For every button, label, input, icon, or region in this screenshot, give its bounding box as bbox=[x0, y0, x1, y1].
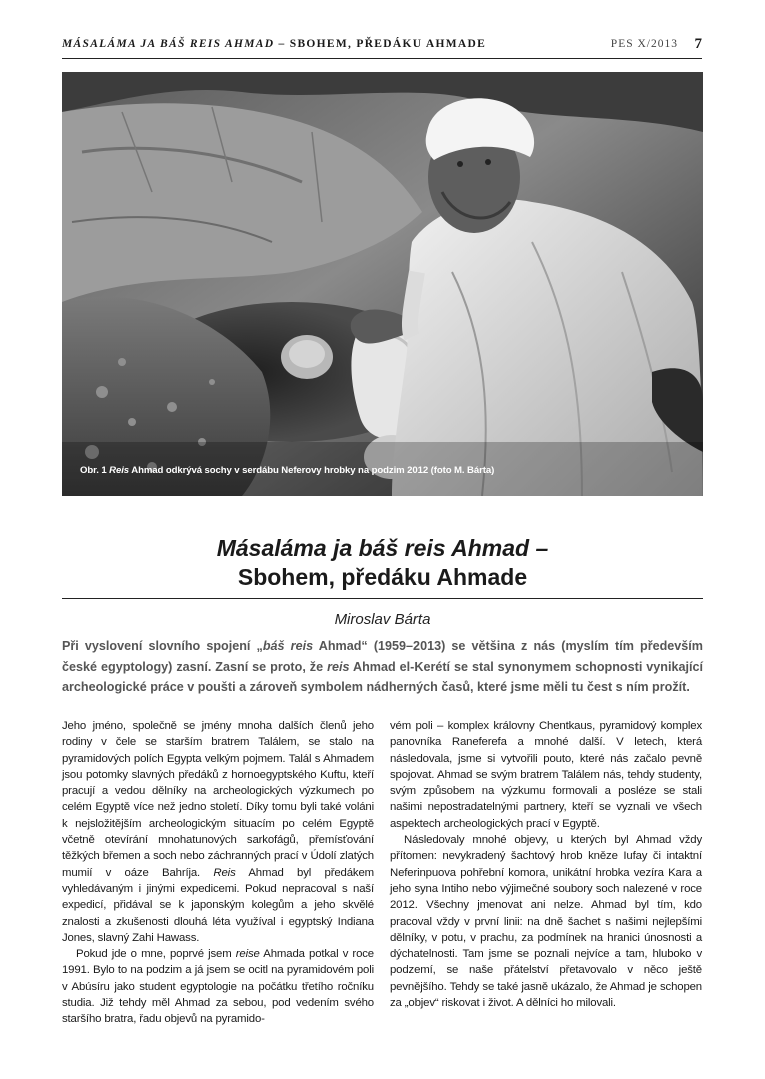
author-name: Miroslav Bárta bbox=[334, 611, 431, 628]
photo-illustration bbox=[62, 72, 703, 496]
paragraph-text: Ahmada potkal v roce 1991. Bylo to na podzim a já jsem se ocitl na pyramidovém poli v Abúsíru jako student egyptologie na počátku třetího ročníku studia. Již tehdy měl Ahmad za sebou, pod vedením svého staršího bratra, řadu objevů na pyramido- bbox=[62, 948, 374, 1026]
paragraph bbox=[62, 718, 374, 946]
abstract-italic-1: báš reis bbox=[262, 639, 314, 653]
paragraph: vém poli – komplex královny Chentkaus, pyramidový komplex panovníka Raneferefa a mnohé další. V letech, která následovala, jsme si vytvořili pouto, které nás začalo pevně spojovat. Ahmad se svým bratrem Találem nás, tehdy studenty, svým způsobem na výzkumu formovali a posléze se stali našimi nepostradatelnými partnery, kteří se vyznali ve všech aspektech archeologických prací v Egyptě. bbox=[390, 720, 702, 830]
paragraph-text: Ahmad byl předákem vyhledávaným i jinými expedicemi. Pokud nepracoval s naší expedicí, přidával se k japonským kolegům a jeho skvělé znalosti a zkušenosti dlouhá léta využíval i egyptský Indiana Jones, slavný Zahi Hawass. bbox=[62, 866, 374, 944]
body-column-right bbox=[390, 718, 702, 1011]
body-column-left bbox=[62, 718, 374, 1028]
title-line-1: Másaláma ja báš reis Ahmad – bbox=[216, 535, 549, 561]
abstract-text-1: Při vyslovení slovního spojení „ bbox=[62, 639, 263, 653]
paragraph-italic: Reis bbox=[213, 866, 236, 879]
paragraph-text: Pokud jde o mne, poprvé jsem bbox=[76, 948, 236, 961]
page-number: 7 bbox=[694, 36, 702, 52]
figure-caption bbox=[80, 465, 494, 476]
abstract-text-3: Ahmad el-Kerétí se stal synonymem schopnosti vynikající archeologické práce v poušti a zároveň symbolem nádherných časů, které jsme měli tu čest s ním prožít. bbox=[62, 659, 703, 694]
abstract-text-2: Ahmad“ (1959–2013) se většina z nás (myslím tím především české egyptology) zasní. Zasní se proto, že bbox=[62, 639, 704, 674]
article-title bbox=[62, 534, 703, 592]
title-line-2: Sbohem, předáku Ahmade bbox=[237, 564, 528, 590]
abstract-italic-2: reis bbox=[327, 659, 350, 674]
running-title bbox=[62, 38, 486, 50]
running-title-rest: – SBOHEM, PŘEDÁKU AHMADE bbox=[274, 38, 487, 50]
caption-prefix: Obr. 1 bbox=[80, 465, 110, 476]
title-rule bbox=[62, 598, 703, 599]
paragraph-text: Jeho jméno, společně se jmény mnoha dalších členů jeho rodiny v čele se starším bratrem Találem, se stalo na pyramidových polích Egypta velkým pojmem. Talál s Ahmadem jsou potomky slavných předáků z hornoegyptského Kuftu, kteří pracují a vedou dělníky na archeologických výzkumech po celém Egyptě více než jedno století. Díky tomu byli také voláni k nejsložitějším archeologickým situacím po celém Egyptě včetně otevírání mnohatunových sarkofágů, přemísťování těžkých břemen a soch nebo záchranných prací v Údolí zlatých mumií v oáze Bahríja. bbox=[62, 720, 374, 879]
figure-photo bbox=[62, 72, 703, 496]
abstract bbox=[62, 636, 703, 698]
caption-italic: Reis bbox=[109, 465, 130, 476]
paragraph bbox=[62, 946, 374, 1027]
issue-label: PES X/2013 bbox=[610, 38, 678, 50]
paragraph: Následovaly mnohé objevy, u kterých byl Ahmad vždy přítomen: nevykradený šachtový hrob kněze Iufay či intaktní Neferinpuova pohřební komora, unikátní hrobka vezíra Kara a jeho syna Intiho nebo výjimečné soubory soch nalezené v roce 2012. Všechny jmenovat ani nelze. Ahmad byl tím, kdo pracoval vždy v první linii: na dně šachet s našimi nejlepšími dělníky, v potu, v prachu, za podmínek na hranici únosnosti a dýchatelnosti. Tam jsme se poznali nejvíce a tam, hluboko v podzemí, se naše přátelství přetavovalo v něco ještě pevnějšího. Tehdy se také jasně ukázalo, že Ahmad je schopen za „objev“ riskovat i život. A dělníci ho milovali. bbox=[390, 834, 702, 1010]
running-head bbox=[62, 38, 702, 56]
paragraph-italic: reise bbox=[235, 948, 260, 961]
running-title-italic: MÁSALÁMA JA BÁŠ REIS AHMAD bbox=[62, 38, 275, 50]
header-rule bbox=[62, 58, 702, 59]
caption-text: Ahmad odkrývá sochy v serdábu Neferovy hrobky na podzim 2012 (foto M. Bárta) bbox=[129, 465, 495, 476]
